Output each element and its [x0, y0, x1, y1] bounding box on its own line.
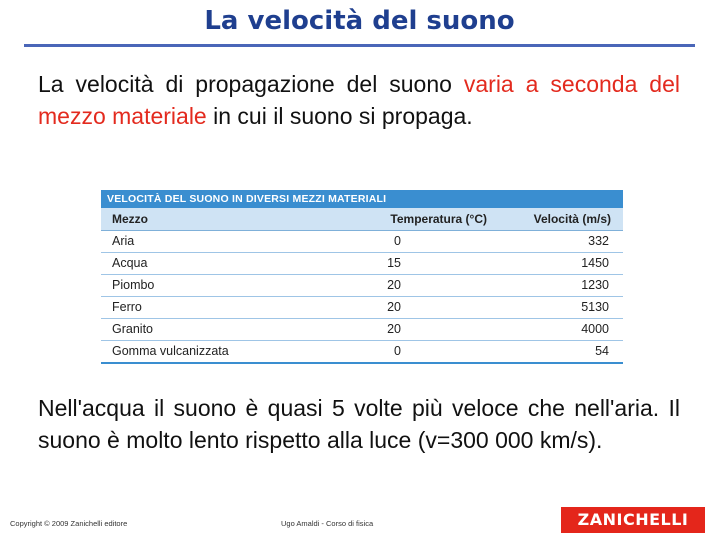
- cell-velocita: 5130: [581, 300, 609, 314]
- cell-velocita: 1230: [581, 278, 609, 292]
- table-row: [101, 231, 623, 253]
- table-row: [101, 341, 623, 364]
- cell-mezzo: Acqua: [112, 256, 148, 270]
- intro-paragraph: [38, 68, 680, 132]
- table-title: VELOCITÀ DEL SUONO IN DIVERSI MEZZI MATERIALI: [101, 190, 623, 208]
- footer-copyright: Copyright © 2009 Zanichelli editore: [10, 519, 128, 528]
- header-velocita: Velocità (m/s): [533, 212, 611, 226]
- cell-velocita: 54: [595, 344, 609, 358]
- cell-velocita: 332: [588, 234, 609, 248]
- zanichelli-logo: ZANICHELLI: [561, 507, 705, 533]
- cell-mezzo: Ferro: [112, 300, 142, 314]
- intro-highlight: varia a seconda del mezzo materiale: [38, 71, 680, 129]
- table-row: [101, 297, 623, 319]
- header-mezzo: Mezzo: [112, 212, 148, 226]
- cell-temperatura: 20: [387, 322, 401, 336]
- cell-mezzo: Granito: [112, 322, 153, 336]
- footer-course: Ugo Amaldi - Corso di fisica: [281, 519, 374, 528]
- cell-mezzo: Aria: [112, 234, 135, 248]
- table-row: [101, 275, 623, 297]
- intro-text-part2: in cui il suono si propaga.: [206, 103, 473, 129]
- table-row: [101, 319, 623, 341]
- table-header-row: [101, 208, 623, 231]
- table-row: [101, 253, 623, 275]
- cell-temperatura: 0: [394, 344, 401, 358]
- cell-velocita: 4000: [581, 322, 609, 336]
- title-divider: [24, 44, 695, 47]
- cell-temperatura: 20: [387, 300, 401, 314]
- cell-temperatura: 15: [387, 256, 401, 270]
- cell-velocita: 1450: [581, 256, 609, 270]
- intro-text-part1: La velocità di propagazione del suono: [38, 71, 464, 97]
- cell-mezzo: Gomma vulcanizzata: [112, 344, 229, 358]
- header-temperatura: Temperatura (°C): [390, 212, 487, 226]
- cell-temperatura: 0: [394, 234, 401, 248]
- conclusion-paragraph: Nell'acqua il suono è quasi 5 volte più veloce che nell'aria. Il suono è molto lento rispetto alla luce (v=300 000 km/s).: [38, 395, 680, 453]
- speed-table: [101, 190, 623, 364]
- page-title: La velocità del suono: [204, 6, 515, 36]
- cell-mezzo: Piombo: [112, 278, 155, 292]
- cell-temperatura: 20: [387, 278, 401, 292]
